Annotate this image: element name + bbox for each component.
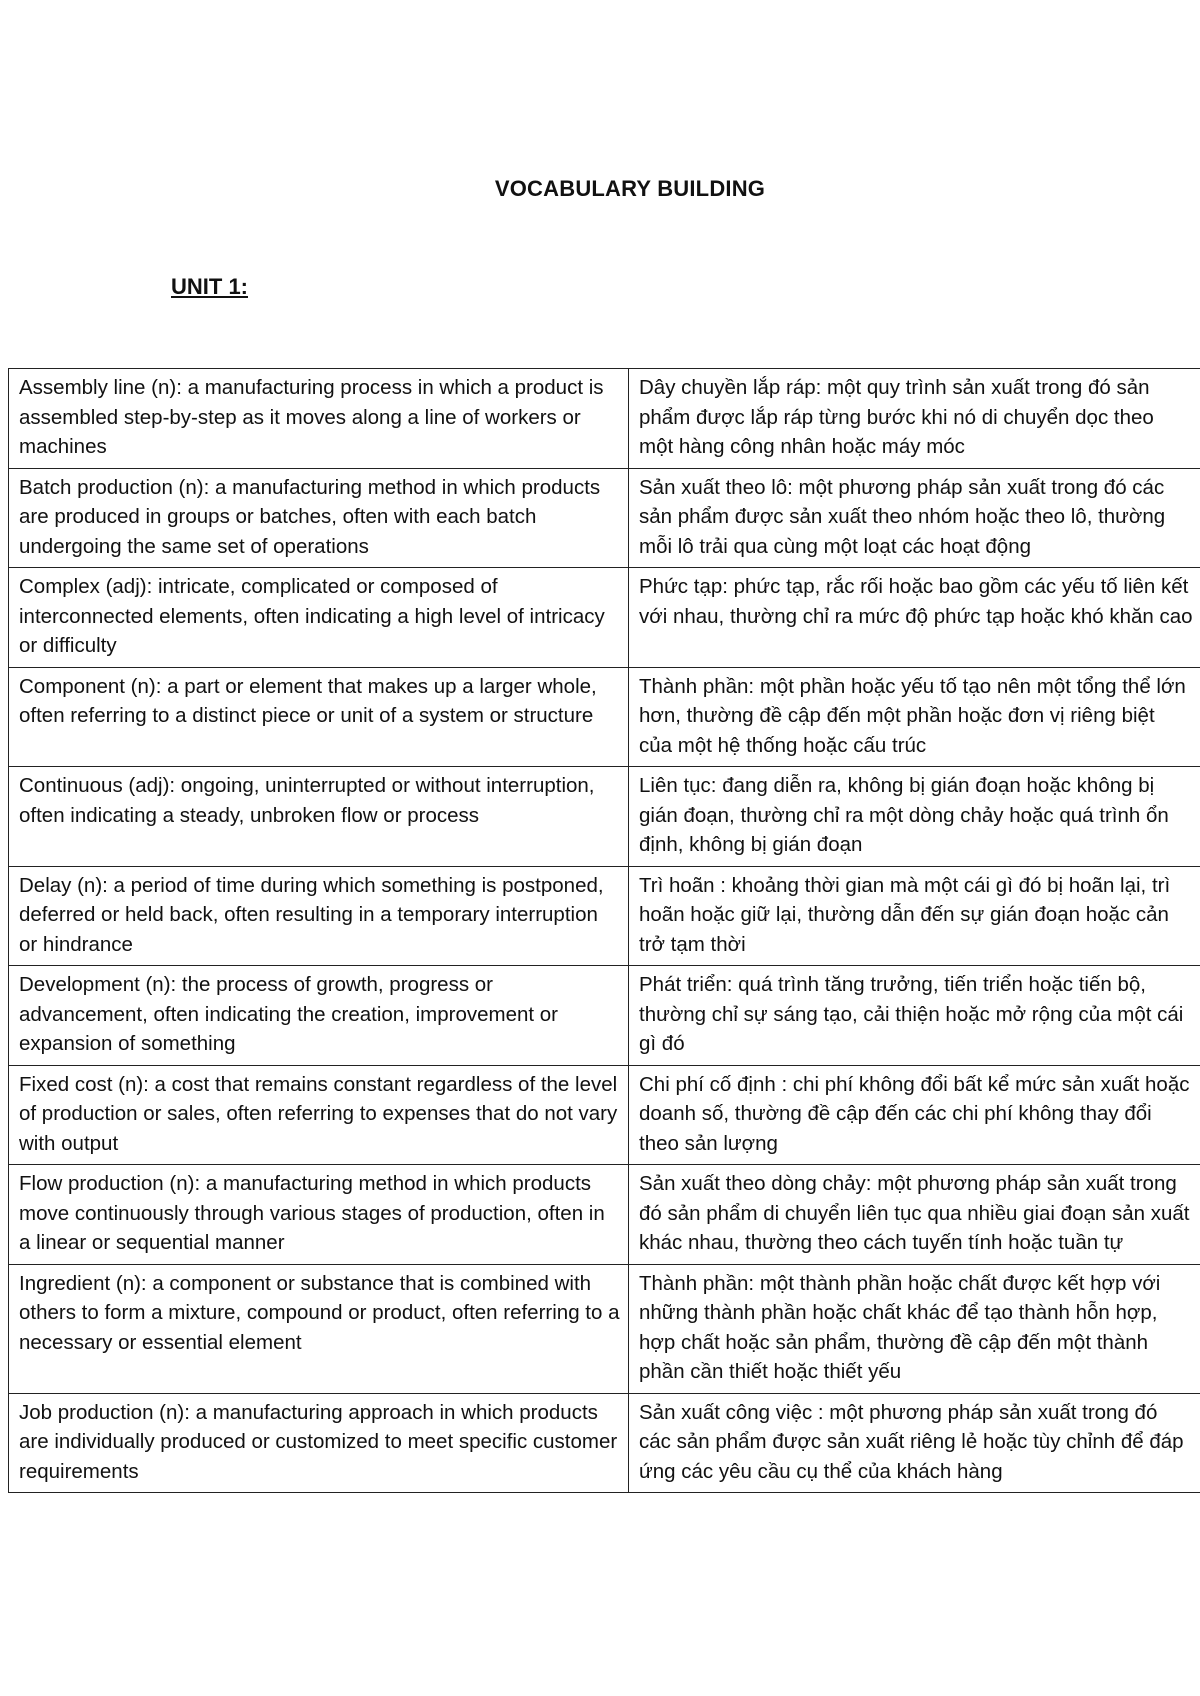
vietnamese-translation: Dây chuyền lắp ráp: một quy trình sản xuất trong đó sản phẩm được lắp ráp từng bước khi nó di chuyển dọc theo một hàng công nhân hoặc máy móc [629, 369, 1200, 469]
english-definition: Complex (adj): intricate, complicated or composed of interconnected elements, often indicating a high level of intricacy or difficulty [9, 568, 629, 668]
english-definition: Continuous (adj): ongoing, uninterrupted or without interruption, often indicating a steady, unbroken flow or process [9, 767, 629, 867]
vietnamese-translation: Phức tạp: phức tạp, rắc rối hoặc bao gồm các yếu tố liên kết với nhau, thường chỉ ra mức độ phức tạp hoặc khó khăn cao [629, 568, 1200, 668]
english-definition: Delay (n): a period of time during which something is postponed, deferred or held back, often resulting in a temporary interruption or hindrance [9, 866, 629, 966]
vocab-row [9, 966, 1200, 1066]
english-definition: Assembly line (n): a manufacturing process in which a product is assembled step-by-step as it moves along a line of workers or machines [9, 369, 629, 469]
vietnamese-translation: Phát triển: quá trình tăng trưởng, tiến triển hoặc tiến bộ, thường chỉ sự sáng tạo, cải thiện hoặc mở rộng của một cái gì đó [629, 966, 1200, 1066]
vietnamese-translation: Sản xuất công việc : một phương pháp sản xuất trong đó các sản phẩm được sản xuất riêng lẻ hoặc tùy chỉnh để đáp ứng các yêu cầu cụ thể của khách hàng [629, 1393, 1200, 1493]
english-definition: Fixed cost (n): a cost that remains constant regardless of the level of production or sales, often referring to expenses that do not vary with output [9, 1065, 629, 1165]
english-definition: Batch production (n): a manufacturing method in which products are produced in groups or batches, often with each batch undergoing the same set of operations [9, 468, 629, 568]
english-definition: Flow production (n): a manufacturing method in which products move continuously through various stages of production, often in a linear or sequential manner [9, 1165, 629, 1265]
english-definition: Development (n): the process of growth, progress or advancement, often indicating the creation, improvement or expansion of something [9, 966, 629, 1066]
vietnamese-translation: Sản xuất theo dòng chảy: một phương pháp sản xuất trong đó sản phẩm di chuyển liên tục qua nhiều giai đoạn sản xuất khác nhau, thường theo cách tuyến tính hoặc tuần tự [629, 1165, 1200, 1265]
vietnamese-translation: Thành phần: một thành phần hoặc chất được kết hợp với những thành phần hoặc chất khác để tạo thành hỗn hợp, hợp chất hoặc sản phẩm, thường đề cập đến một thành phần cần thiết hoặc thiết yếu [629, 1264, 1200, 1393]
vietnamese-translation: Trì hoãn : khoảng thời gian mà một cái gì đó bị hoãn lại, trì hoãn hoặc giữ lại, thường dẫn đến sự gián đoạn hoặc cản trở tạm thời [629, 866, 1200, 966]
vietnamese-translation: Liên tục: đang diễn ra, không bị gián đoạn hoặc không bị gián đoạn, thường chỉ ra một dòng chảy hoặc quá trình ổn định, không bị gián đoạn [629, 767, 1200, 867]
document-title: VOCABULARY BUILDING [494, 176, 766, 201]
vocab-row [9, 468, 1200, 568]
vocab-row [9, 667, 1200, 767]
vocabulary-table [8, 368, 1200, 1493]
unit-heading: UNIT 1: [171, 274, 248, 299]
vietnamese-translation: Chi phí cố định : chi phí không đổi bất kể mức sản xuất hoặc doanh số, thường đề cập đến các chi phí không thay đổi theo sản lượng [629, 1065, 1200, 1165]
vocab-row [9, 1065, 1200, 1165]
vocab-row [9, 1393, 1200, 1493]
vocab-row [9, 866, 1200, 966]
vietnamese-translation: Sản xuất theo lô: một phương pháp sản xuất trong đó các sản phẩm được sản xuất theo nhóm hoặc theo lô, thường mỗi lô trải qua cùng một loạt các hoạt động [629, 468, 1200, 568]
vietnamese-translation: Thành phần: một phần hoặc yếu tố tạo nên một tổng thể lớn hơn, thường đề cập đến một phần hoặc đơn vị riêng biệt của một hệ thống hoặc cấu trúc [629, 667, 1200, 767]
vocab-row [9, 568, 1200, 668]
english-definition: Ingredient (n): a component or substance that is combined with others to form a mixture, compound or product, often referring to a necessary or essential element [9, 1264, 629, 1393]
vocab-row [9, 1264, 1200, 1393]
english-definition: Job production (n): a manufacturing approach in which products are individually produced or customized to meet specific customer requirements [9, 1393, 629, 1493]
vocab-row [9, 1165, 1200, 1265]
vocab-row [9, 369, 1200, 469]
vocab-row [9, 767, 1200, 867]
english-definition: Component (n): a part or element that makes up a larger whole, often referring to a distinct piece or unit of a system or structure [9, 667, 629, 767]
